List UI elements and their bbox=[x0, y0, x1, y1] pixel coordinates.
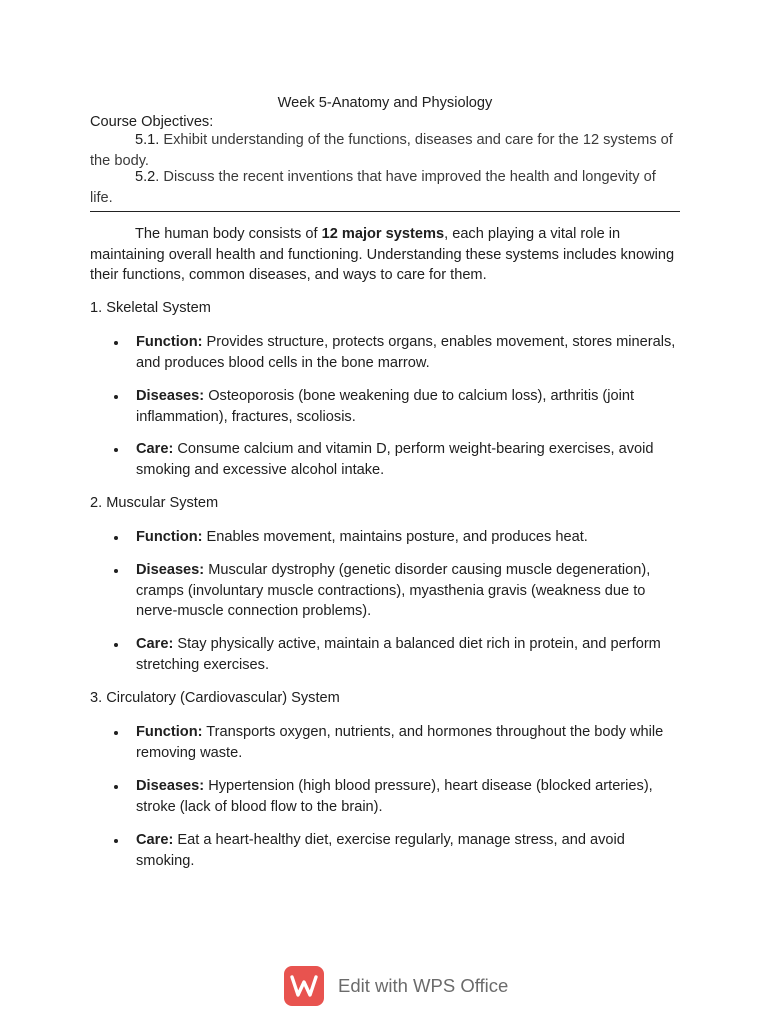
list-item: Care: Stay physically active, maintain a balanced diet rich in protein, and perform stretching exercises. bbox=[136, 634, 680, 675]
document-title: Week 5-Anatomy and Physiology bbox=[277, 95, 493, 111]
list-item: Function: Enables movement, maintains posture, and produces heat. bbox=[136, 527, 680, 548]
list-item: Diseases: Muscular dystrophy (genetic disorder causing muscle degeneration), cramps (involuntary muscle contractions), myasthenia gravis (weakness due to nerve-muscle connection problems). bbox=[136, 560, 680, 622]
wps-office-logo-icon bbox=[284, 966, 324, 1006]
objective-item bbox=[90, 130, 680, 171]
list-item: Function: Provides structure, protects organs, enables movement, stores minerals, and produces blood cells in the bone marrow. bbox=[136, 332, 680, 373]
intro-paragraph: The human body consists of 12 major systems, each playing a vital role in maintaining overall health and functioning. Understanding these systems includes knowing their functions, common diseases, and ways to care for them. bbox=[90, 226, 675, 283]
list-item: Care: Consume calcium and vitamin D, perform weight-bearing exercises, avoid smoking and excessive alcohol intake. bbox=[136, 439, 680, 480]
section-heading-circulatory: 3. Circulatory (Cardiovascular) System bbox=[90, 690, 340, 706]
section-heading-muscular: 2. Muscular System bbox=[90, 495, 219, 511]
edit-with-wps-button[interactable] bbox=[284, 964, 508, 1008]
intro-highlight: 12 major systems bbox=[321, 226, 445, 242]
objective-number: 5.1. bbox=[135, 132, 160, 148]
list-item: Function: Transports oxygen, nutrients, and hormones throughout the body while removing waste. bbox=[136, 722, 680, 763]
horizontal-divider bbox=[90, 211, 680, 212]
list-item: Diseases: Osteoporosis (bone weakening due to calcium loss), arthritis (joint inflammation), fractures, scoliosis. bbox=[136, 386, 680, 427]
objective-number: 5.2 bbox=[135, 169, 156, 185]
objective-text: . Discuss the recent inventions that have improved the health and longevity of life. bbox=[90, 169, 656, 206]
objectives-heading: Course Objectives: bbox=[90, 114, 214, 130]
section-heading-skeletal: 1. Skeletal System bbox=[90, 300, 211, 316]
list-item: Care: Eat a heart-healthy diet, exercise regularly, manage stress, and avoid smoking. bbox=[136, 830, 680, 871]
list-item: Diseases: Hypertension (high blood pressure), heart disease (blocked arteries), stroke (lack of blood flow to the brain). bbox=[136, 776, 680, 817]
objective-item bbox=[90, 167, 680, 208]
edit-with-wps-label: Edit with WPS Office bbox=[338, 974, 509, 996]
objective-text: Exhibit understanding of the functions, diseases and care for the 12 systems of the body. bbox=[90, 132, 673, 169]
